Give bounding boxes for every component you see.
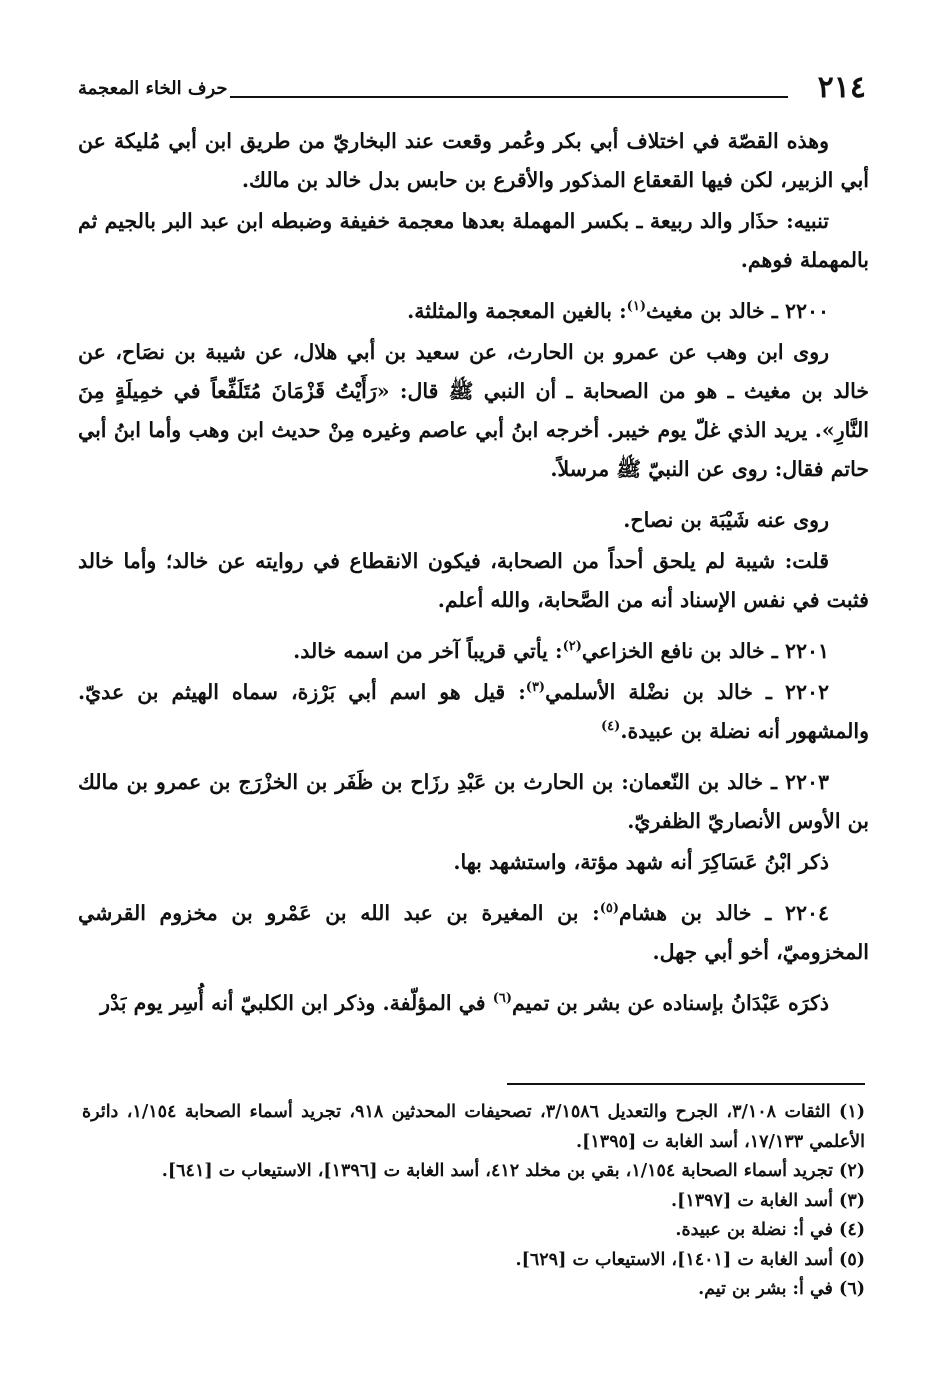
page-header bbox=[78, 70, 866, 110]
paragraph: قلت: شيبة لم يلحق أحداً من الصحابة، فيكون الانقطاع في روايته عن خالد؛ وأما خالد فثبت في نفس الإسناد أنه من الصَّحابة، والله أعلم. bbox=[78, 549, 869, 612]
paragraph: ذكر ابْنُ عَسَاكِرَ أنه شهد مؤتة، واستشهد بها. bbox=[453, 850, 829, 874]
entry-text: : قيل هو اسم أبي بَرْزة، سماه الهيثم بن عديّ. والمشهور أنه نضلة بن عبيدة. bbox=[78, 680, 869, 743]
footnote: (٤) في أ: نضلة بن عبيدة. bbox=[675, 1220, 865, 1240]
footnote: (٥) أسد الغابة ت [١٤٠١]، الاستيعاب ت [٦٢٩]. bbox=[515, 1249, 865, 1270]
entry-heading: ٢٢٠٤ ـ خالد بن هشام bbox=[618, 901, 830, 925]
entry-heading: ٢٢٠١ ـ خالد بن نافع الخزاعي bbox=[581, 639, 829, 663]
footnotes bbox=[82, 1098, 865, 1305]
entry-2202 bbox=[78, 673, 869, 751]
entry-heading: ٢٢٠٠ ـ خالد بن مغيث bbox=[645, 299, 829, 323]
entry-text: : يأتي قريباً آخر من اسمه خالد. bbox=[293, 639, 563, 663]
footnote-marker: (٤) bbox=[601, 719, 621, 735]
paragraph: وهذه القصّة في اختلاف أبي بكر وعُمر وقعت عند البخاريّ من طريق ابن أبي مُليكة عن أبي الزبير، لكن فيها القعقاع المذكور والأقرع بن حابس بدل خالد بن مالك. bbox=[78, 129, 869, 192]
entry-2201 bbox=[78, 632, 869, 671]
entry-heading: ٢٢٠٢ ـ خالد بن نضْلة الأسلمي bbox=[545, 680, 829, 704]
main-text bbox=[78, 122, 869, 1025]
entry-text: : بن المغيرة بن عبد الله بن عَمْرو بن مخزوم القرشي المخزوميّ، أخو أبي جهل. bbox=[78, 901, 869, 964]
entry-text: : بالغين المعجمة والمثلثة. bbox=[407, 299, 627, 323]
page-number: ٢١٤ bbox=[817, 70, 866, 105]
footnote: (٣) أسد الغابة ت [١٣٩٧]. bbox=[670, 1190, 865, 1211]
footnote-marker: (٥) bbox=[599, 901, 619, 917]
footnote-marker: (٢) bbox=[562, 639, 582, 655]
running-title: حرف الخاء المعجمة bbox=[78, 78, 228, 99]
footnote-marker: (٣) bbox=[525, 680, 546, 696]
entry-2200 bbox=[78, 292, 869, 331]
footnote-marker: (٦) bbox=[492, 991, 513, 1007]
paragraph: روى عنه شَيْبَة بن نصاح. bbox=[623, 508, 829, 532]
footnote: (١) الثقات ٣/١٠٨، الجرح والتعديل ٣/١٥٨٦، تصحيفات المحدثين ٩١٨، تجريد أسماء الصحابة ١/١٥٤، دائرة الأعلمي ١٧/١٣٣، أسد الغابة ت [١٣٩٥]. bbox=[82, 1102, 865, 1152]
entry-2203 bbox=[78, 763, 869, 841]
entry-text: : بن الحارث بن عَبْدِ رزَاح بن ظَفَر بن الخزْرَج بن عمرو بن مالك بن الأوس الأنصاريّ الظفريّ. bbox=[78, 770, 869, 833]
footnote-marker: (١) bbox=[626, 299, 646, 315]
entry-2204 bbox=[78, 894, 869, 972]
footnote: (٦) في أ: بشر بن تيم. bbox=[698, 1279, 865, 1299]
footnote: (٢) تجريد أسماء الصحابة ١/١٥٤، بقي بن مخلد ٤١٢، أسد الغابة ت [١٣٩٦]، الاستيعاب ت [٦٤١]. bbox=[161, 1161, 865, 1181]
paragraph-text: في المؤلّفة. وذكر ابن الكلبيّ أنه أُسِر يوم بَدْر bbox=[100, 991, 493, 1015]
header-rule bbox=[230, 96, 788, 98]
paragraph: تنبيه: حذَار والد ربيعة ـ بكسر المهملة بعدها معجمة خفيفة وضبطه ابن عبد البر بالجيم ثم بالمهملة فوهم. bbox=[78, 209, 869, 272]
footnote-separator bbox=[507, 1083, 865, 1085]
paragraph: روى ابن وهب عن عمرو بن الحارث، عن سعيد بن أبي هلال، عن شيبة بن نصَاح، عن خالد بن مغيث ـ هو من الصحابة ـ أن النبي ﷺ قال: «رَأَيْتُ قَزْمَانَ مُتَلَفِّعاً في خمِيلَةٍ مِنَ النَّارِ». يريد الذي غلّ يوم خيبر. أخرجه ابنُ أبي عاصم وغيره مِنْ حديث ابن وهب وأما ابنُ أبي حاتم فقال: روى عن النبيّ ﷺ مرسلاً. bbox=[78, 340, 869, 481]
paragraph-text: ذكرَه عَبْدَانُ بإسناده عن بشر بن تميم bbox=[512, 991, 829, 1015]
paragraph bbox=[78, 984, 869, 1023]
entry-heading: ٢٢٠٣ ـ خالد بن النّعمان bbox=[628, 770, 829, 794]
